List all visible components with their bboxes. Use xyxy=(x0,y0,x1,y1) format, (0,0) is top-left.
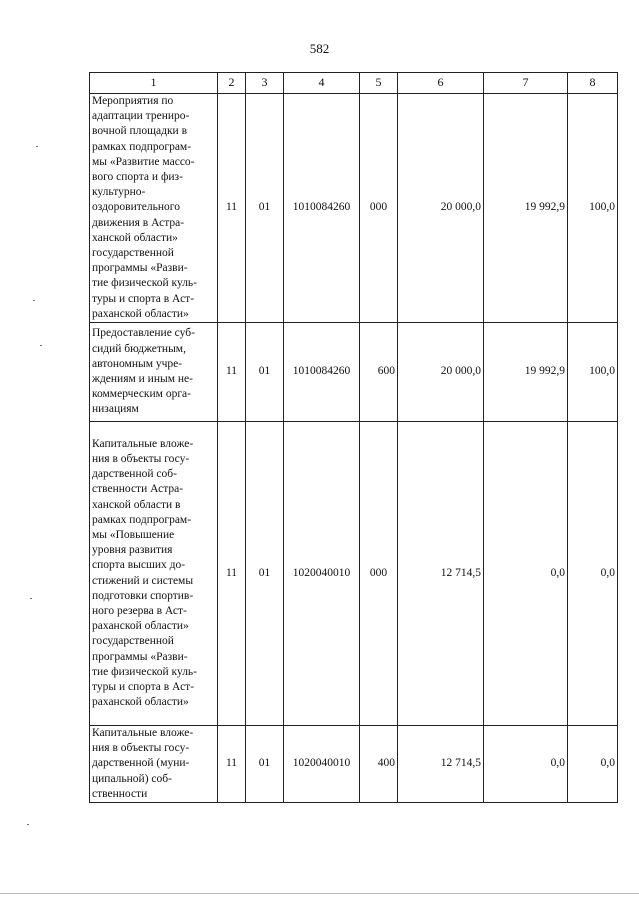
header-col-2: 2 xyxy=(218,73,246,94)
expense-type-cell: 600 xyxy=(360,323,398,422)
header-col-1: 1 xyxy=(90,73,218,94)
percent-cell: 100,0 xyxy=(568,323,618,422)
expense-type-cell: 400 xyxy=(360,726,398,803)
subsection-cell: 01 xyxy=(246,323,284,422)
actual-amount-cell: 0,0 xyxy=(484,726,568,803)
expense-type-cell: 000 xyxy=(360,422,398,726)
subsection-cell: 01 xyxy=(246,94,284,323)
header-col-4: 4 xyxy=(284,73,360,94)
section-cell: 11 xyxy=(218,422,246,726)
expense-type-cell: 000 xyxy=(360,94,398,323)
row-name-cell: Мероприятия по адаптации трениро- вочной площадки в рамках подпрограм- мы «Развитие массо- вого спорта и физ- культурно- оздоровительного движения в Астра- ханской области» государственной программы «Разви- тие физической куль- туры и спорта в Аст- раханской области» xyxy=(90,94,218,323)
header-col-5: 5 xyxy=(360,73,398,94)
section-cell: 11 xyxy=(218,726,246,803)
actual-amount-cell: 19 992,9 xyxy=(484,323,568,422)
target-article-cell: 1010084260 xyxy=(284,94,360,323)
row-name-cell: Предоставление суб- сидий бюджетным, автономным учре- ждениям и иным не- коммерческим орга- низациям xyxy=(90,323,218,422)
header-col-8: 8 xyxy=(568,73,618,94)
header-row xyxy=(90,73,618,94)
row-name-cell: Капитальные вложе- ния в объекты госу- дарственной (муни- ципальной) соб- ственности xyxy=(90,726,218,803)
scan-speck xyxy=(33,300,35,301)
table-row xyxy=(90,422,618,726)
plan-amount-cell: 20 000,0 xyxy=(398,94,484,323)
header-col-3: 3 xyxy=(246,73,284,94)
scan-speck xyxy=(40,345,42,346)
table-row xyxy=(90,94,618,323)
plan-amount-cell: 12 714,5 xyxy=(398,422,484,726)
subsection-cell: 01 xyxy=(246,726,284,803)
target-article-cell: 1020040010 xyxy=(284,726,360,803)
percent-cell: 100,0 xyxy=(568,94,618,323)
table-row xyxy=(90,726,618,803)
percent-cell: 0,0 xyxy=(568,726,618,803)
scan-speck xyxy=(36,146,38,147)
page-number: 582 xyxy=(309,41,330,56)
budget-table xyxy=(89,72,618,803)
row-name-cell: Капитальные вложе- ния в объекты госу- дарственной соб- ственности Астра- ханской области в рамках подпрограм- мы «Повышение уровня развития спорта высших до- стижений и системы подготовки спортив- ного резерва в Аст- раханской области» государственной программы «Разви- тие физической куль- туры и спорта в Аст- раханской области» xyxy=(90,422,218,726)
header-col-7: 7 xyxy=(484,73,568,94)
header-col-6: 6 xyxy=(398,73,484,94)
scan-speck xyxy=(30,598,32,599)
percent-cell: 0,0 xyxy=(568,422,618,726)
section-cell: 11 xyxy=(218,323,246,422)
subsection-cell: 01 xyxy=(246,422,284,726)
actual-amount-cell: 0,0 xyxy=(484,422,568,726)
section-cell: 11 xyxy=(218,94,246,323)
target-article-cell: 1010084260 xyxy=(284,323,360,422)
plan-amount-cell: 12 714,5 xyxy=(398,726,484,803)
scan-edge-line xyxy=(0,893,639,894)
target-article-cell: 1020040010 xyxy=(284,422,360,726)
table-row xyxy=(90,323,618,422)
actual-amount-cell: 19 992,9 xyxy=(484,94,568,323)
plan-amount-cell: 20 000,0 xyxy=(398,323,484,422)
scan-speck xyxy=(27,824,29,825)
